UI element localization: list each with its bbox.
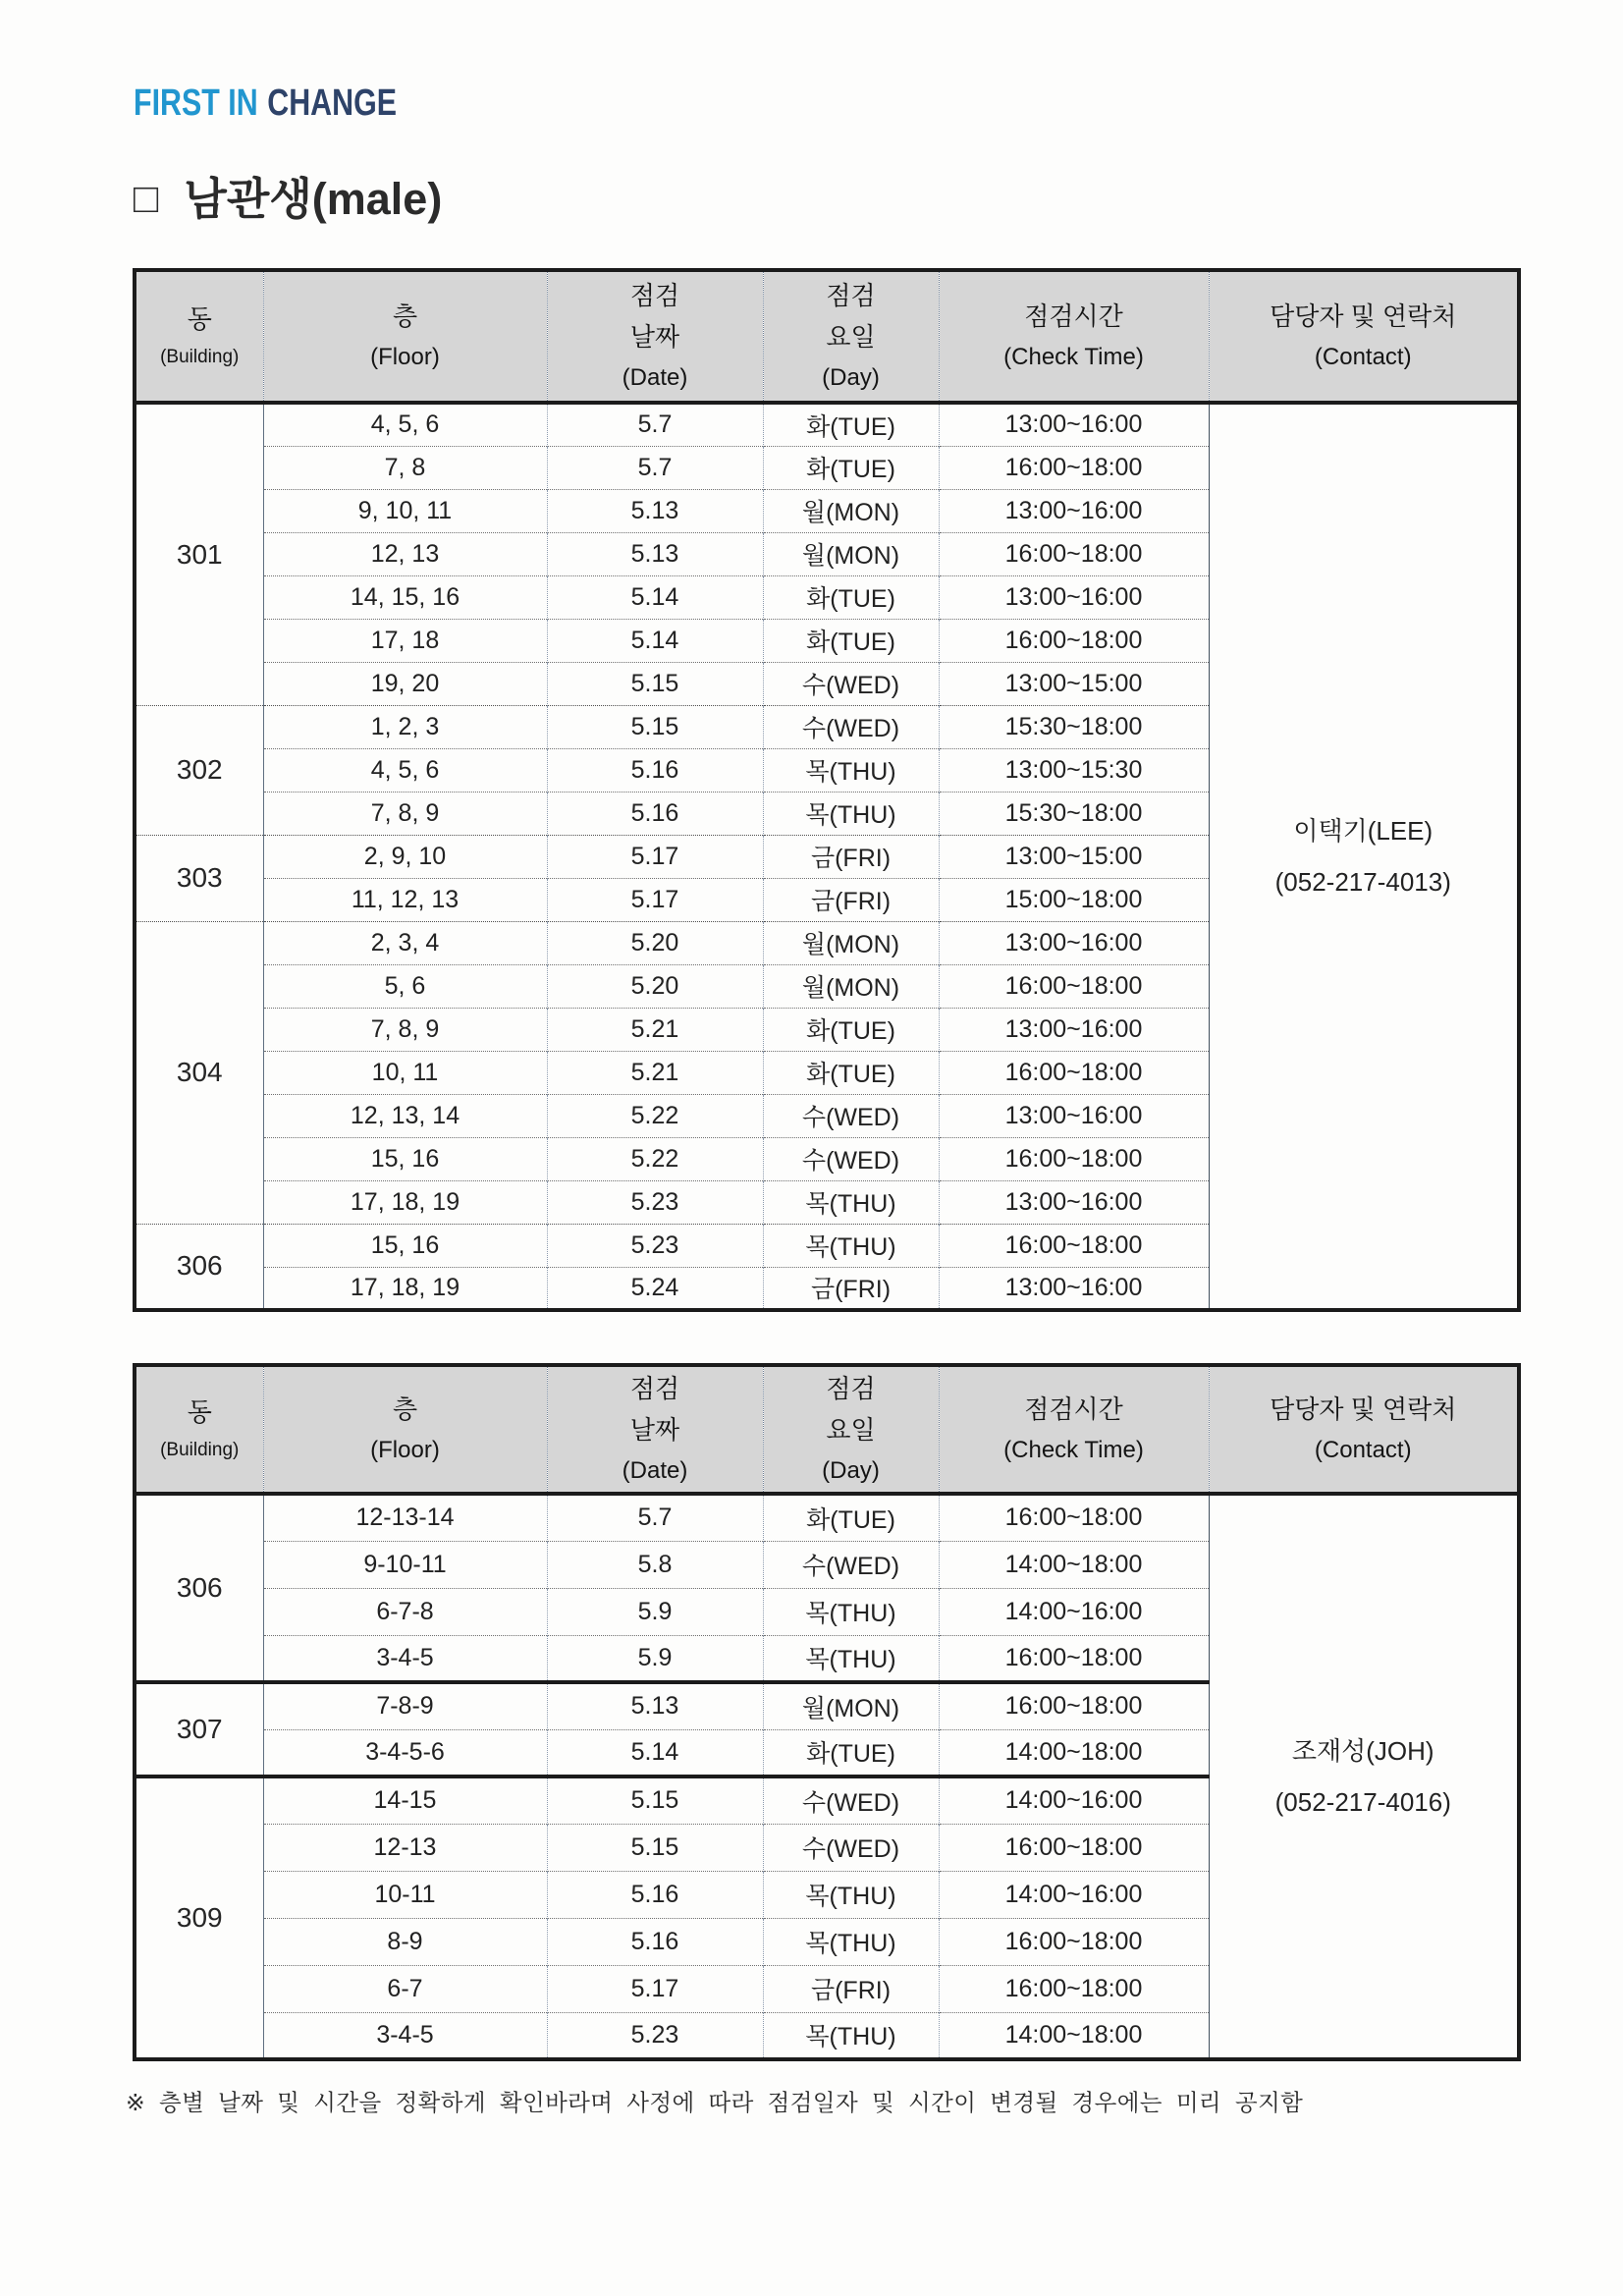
floor-cell: 17, 18, 19 xyxy=(263,1267,547,1310)
time-cell: 15:30~18:00 xyxy=(939,792,1209,835)
date-cell: 5.13 xyxy=(547,532,763,575)
date-cell: 5.23 xyxy=(547,1180,763,1224)
floor-cell: 11, 12, 13 xyxy=(263,878,547,921)
day-cell: 화(TUE) xyxy=(763,1729,939,1777)
header-time-ko: 점검시간 xyxy=(1024,301,1123,331)
date-cell: 5.20 xyxy=(547,921,763,964)
date-cell: 5.14 xyxy=(547,619,763,662)
date-cell: 5.9 xyxy=(547,1635,763,1682)
day-cell: 수(WED) xyxy=(763,1541,939,1588)
time-cell: 16:00~18:00 xyxy=(939,1824,1209,1871)
schedule-table-2-wrapper xyxy=(133,1363,1521,2061)
day-cell: 수(WED) xyxy=(763,1094,939,1137)
header-building-ko: 동 xyxy=(187,1396,212,1427)
building-cell: 307 xyxy=(135,1682,263,1777)
day-cell: 화(TUE) xyxy=(763,1494,939,1541)
building-cell: 303 xyxy=(135,835,263,921)
schedule-table-1-wrapper xyxy=(133,268,1521,1312)
floor-cell: 17, 18, 19 xyxy=(263,1180,547,1224)
date-cell: 5.16 xyxy=(547,792,763,835)
date-cell: 5.23 xyxy=(547,2012,763,2059)
date-cell: 5.13 xyxy=(547,489,763,532)
header-building xyxy=(135,270,263,403)
floor-cell: 4, 5, 6 xyxy=(263,748,547,792)
time-cell: 14:00~16:00 xyxy=(939,1777,1209,1824)
date-cell: 5.22 xyxy=(547,1137,763,1180)
header-floor-ko: 층 xyxy=(392,301,418,331)
date-cell: 5.22 xyxy=(547,1094,763,1137)
header-day-ko1: 점검 xyxy=(826,1373,876,1403)
time-cell: 14:00~18:00 xyxy=(939,1541,1209,1588)
header-building-ko: 동 xyxy=(187,303,212,334)
floor-cell: 15, 16 xyxy=(263,1224,547,1267)
contact-name: 조재성(JOH) xyxy=(1291,1736,1434,1766)
date-cell: 5.7 xyxy=(547,1494,763,1541)
date-cell: 5.20 xyxy=(547,964,763,1008)
header-day-ko2: 요일 xyxy=(826,1414,876,1445)
day-cell: 목(THU) xyxy=(763,1871,939,1918)
header-day-ko1: 점검 xyxy=(826,280,876,310)
day-cell: 목(THU) xyxy=(763,1180,939,1224)
floor-cell: 7, 8 xyxy=(263,446,547,489)
logo-text-first-in: FIRST IN xyxy=(134,82,258,124)
date-cell: 5.15 xyxy=(547,662,763,705)
day-cell: 금(FRI) xyxy=(763,1965,939,2012)
floor-cell: 6-7-8 xyxy=(263,1588,547,1635)
header-building-en: (Building) xyxy=(160,1439,240,1460)
day-cell: 화(TUE) xyxy=(763,446,939,489)
date-cell: 5.17 xyxy=(547,835,763,878)
day-cell: 화(TUE) xyxy=(763,619,939,662)
day-cell: 월(MON) xyxy=(763,1682,939,1729)
time-cell: 13:00~15:00 xyxy=(939,662,1209,705)
time-cell: 14:00~16:00 xyxy=(939,1588,1209,1635)
header-contact-en: (Contact) xyxy=(1314,1436,1412,1463)
date-cell: 5.23 xyxy=(547,1224,763,1267)
header-day xyxy=(763,1365,939,1494)
day-cell: 화(TUE) xyxy=(763,1051,939,1094)
page-title-text: 남관생(male) xyxy=(184,174,443,224)
header-time xyxy=(939,270,1209,403)
building-cell: 306 xyxy=(135,1494,263,1682)
time-cell: 13:00~16:00 xyxy=(939,1008,1209,1051)
header-time-ko: 점검시간 xyxy=(1024,1394,1123,1424)
date-cell: 5.15 xyxy=(547,1824,763,1871)
header-floor-ko: 층 xyxy=(392,1394,418,1424)
time-cell: 16:00~18:00 xyxy=(939,1918,1209,1965)
header-contact xyxy=(1209,1365,1519,1494)
day-cell: 금(FRI) xyxy=(763,835,939,878)
header-day-ko2: 요일 xyxy=(826,321,876,352)
footnote: ※ 층별 날짜 및 시간을 정확하게 확인바라며 사정에 따라 점검일자 및 시간이 변경될 경우에는 미리 공지함 xyxy=(126,2090,1304,2115)
floor-cell: 2, 3, 4 xyxy=(263,921,547,964)
date-cell: 5.7 xyxy=(547,403,763,446)
time-cell: 16:00~18:00 xyxy=(939,1051,1209,1094)
time-cell: 16:00~18:00 xyxy=(939,1137,1209,1180)
date-cell: 5.15 xyxy=(547,1777,763,1824)
date-cell: 5.16 xyxy=(547,1918,763,1965)
header-contact-ko: 담당자 및 연락처 xyxy=(1270,1394,1457,1424)
day-cell: 월(MON) xyxy=(763,921,939,964)
time-cell: 13:00~16:00 xyxy=(939,1267,1209,1310)
time-cell: 13:00~16:00 xyxy=(939,1180,1209,1224)
floor-cell: 14, 15, 16 xyxy=(263,575,547,619)
header-building xyxy=(135,1365,263,1494)
floor-cell: 7, 8, 9 xyxy=(263,1008,547,1051)
day-cell: 수(WED) xyxy=(763,1137,939,1180)
day-cell: 수(WED) xyxy=(763,662,939,705)
schedule-table-2 xyxy=(133,1363,1521,2061)
day-cell: 금(FRI) xyxy=(763,878,939,921)
header-time-en: (Check Time) xyxy=(1003,1436,1144,1463)
date-cell: 5.7 xyxy=(547,446,763,489)
floor-cell: 1, 2, 3 xyxy=(263,705,547,748)
floor-cell: 12-13 xyxy=(263,1824,547,1871)
header-date-en: (Date) xyxy=(622,1456,688,1484)
time-cell: 13:00~15:00 xyxy=(939,835,1209,878)
table-row xyxy=(135,403,1519,446)
header-contact-ko: 담당자 및 연락처 xyxy=(1270,301,1457,331)
date-cell: 5.16 xyxy=(547,1871,763,1918)
floor-cell: 3-4-5 xyxy=(263,2012,547,2059)
date-cell: 5.9 xyxy=(547,1588,763,1635)
date-cell: 5.13 xyxy=(547,1682,763,1729)
floor-cell: 19, 20 xyxy=(263,662,547,705)
floor-cell: 15, 16 xyxy=(263,1137,547,1180)
header-building-en: (Building) xyxy=(160,346,240,367)
floor-cell: 7, 8, 9 xyxy=(263,792,547,835)
date-cell: 5.14 xyxy=(547,1729,763,1777)
day-cell: 수(WED) xyxy=(763,705,939,748)
floor-cell: 7-8-9 xyxy=(263,1682,547,1729)
header-date xyxy=(547,270,763,403)
time-cell: 13:00~16:00 xyxy=(939,403,1209,446)
header-date-en: (Date) xyxy=(622,363,688,391)
contact-phone: (052-217-4016) xyxy=(1274,1787,1451,1817)
time-cell: 16:00~18:00 xyxy=(939,1682,1209,1729)
header-date-ko1: 점검 xyxy=(629,1373,680,1403)
time-cell: 13:00~16:00 xyxy=(939,489,1209,532)
square-bullet-icon: □ xyxy=(134,175,159,221)
header-floor xyxy=(263,1365,547,1494)
time-cell: 16:00~18:00 xyxy=(939,1635,1209,1682)
date-cell: 5.24 xyxy=(547,1267,763,1310)
day-cell: 금(FRI) xyxy=(763,1267,939,1310)
schedule-table-1 xyxy=(133,268,1521,1312)
time-cell: 13:00~16:00 xyxy=(939,921,1209,964)
time-cell: 13:00~16:00 xyxy=(939,575,1209,619)
time-cell: 14:00~18:00 xyxy=(939,1729,1209,1777)
time-cell: 16:00~18:00 xyxy=(939,446,1209,489)
header-date-ko1: 점검 xyxy=(629,280,680,310)
header-time xyxy=(939,1365,1209,1494)
time-cell: 15:00~18:00 xyxy=(939,878,1209,921)
time-cell: 16:00~18:00 xyxy=(939,964,1209,1008)
header-time-en: (Check Time) xyxy=(1003,343,1144,370)
header-floor xyxy=(263,270,547,403)
day-cell: 수(WED) xyxy=(763,1777,939,1824)
day-cell: 월(MON) xyxy=(763,532,939,575)
building-cell: 306 xyxy=(135,1224,263,1310)
header-contact xyxy=(1209,270,1519,403)
floor-cell: 6-7 xyxy=(263,1965,547,2012)
time-cell: 16:00~18:00 xyxy=(939,1224,1209,1267)
time-cell: 16:00~18:00 xyxy=(939,532,1209,575)
header-day-en: (Day) xyxy=(822,363,880,391)
floor-cell: 9, 10, 11 xyxy=(263,489,547,532)
time-cell: 13:00~16:00 xyxy=(939,1094,1209,1137)
header-contact-en: (Contact) xyxy=(1314,343,1412,370)
floor-cell: 12-13-14 xyxy=(263,1494,547,1541)
day-cell: 목(THU) xyxy=(763,748,939,792)
logo-text-change: CHANGE xyxy=(267,82,398,124)
building-cell: 302 xyxy=(135,705,263,835)
logo xyxy=(134,82,397,125)
floor-cell: 10, 11 xyxy=(263,1051,547,1094)
day-cell: 목(THU) xyxy=(763,1588,939,1635)
day-cell: 목(THU) xyxy=(763,1224,939,1267)
date-cell: 5.17 xyxy=(547,878,763,921)
floor-cell: 17, 18 xyxy=(263,619,547,662)
date-cell: 5.16 xyxy=(547,748,763,792)
time-cell: 14:00~18:00 xyxy=(939,2012,1209,2059)
floor-cell: 12, 13, 14 xyxy=(263,1094,547,1137)
time-cell: 16:00~18:00 xyxy=(939,1965,1209,2012)
page-title xyxy=(134,163,442,227)
date-cell: 5.21 xyxy=(547,1008,763,1051)
day-cell: 월(MON) xyxy=(763,964,939,1008)
contact-cell xyxy=(1209,1494,1519,2059)
day-cell: 목(THU) xyxy=(763,1918,939,1965)
floor-cell: 12, 13 xyxy=(263,532,547,575)
floor-cell: 10-11 xyxy=(263,1871,547,1918)
date-cell: 5.8 xyxy=(547,1541,763,1588)
day-cell: 월(MON) xyxy=(763,489,939,532)
header-day-en: (Day) xyxy=(822,1456,880,1484)
floor-cell: 4, 5, 6 xyxy=(263,403,547,446)
date-cell: 5.21 xyxy=(547,1051,763,1094)
day-cell: 수(WED) xyxy=(763,1824,939,1871)
header-date-ko2: 날짜 xyxy=(629,321,680,352)
header-day xyxy=(763,270,939,403)
header-floor-en: (Floor) xyxy=(370,1436,440,1463)
date-cell: 5.15 xyxy=(547,705,763,748)
day-cell: 목(THU) xyxy=(763,2012,939,2059)
floor-cell: 2, 9, 10 xyxy=(263,835,547,878)
header-floor-en: (Floor) xyxy=(370,343,440,370)
header-date xyxy=(547,1365,763,1494)
time-cell: 13:00~15:30 xyxy=(939,748,1209,792)
building-cell: 304 xyxy=(135,921,263,1224)
floor-cell: 3-4-5 xyxy=(263,1635,547,1682)
floor-cell: 8-9 xyxy=(263,1918,547,1965)
floor-cell: 5, 6 xyxy=(263,964,547,1008)
time-cell: 14:00~16:00 xyxy=(939,1871,1209,1918)
day-cell: 화(TUE) xyxy=(763,1008,939,1051)
floor-cell: 3-4-5-6 xyxy=(263,1729,547,1777)
day-cell: 화(TUE) xyxy=(763,403,939,446)
header-row xyxy=(135,1365,1519,1494)
table-row xyxy=(135,1494,1519,1541)
floor-cell: 9-10-11 xyxy=(263,1541,547,1588)
time-cell: 16:00~18:00 xyxy=(939,1494,1209,1541)
contact-cell xyxy=(1209,403,1519,1310)
date-cell: 5.17 xyxy=(547,1965,763,2012)
day-cell: 화(TUE) xyxy=(763,575,939,619)
contact-phone: (052-217-4013) xyxy=(1274,867,1451,897)
day-cell: 목(THU) xyxy=(763,792,939,835)
day-cell: 목(THU) xyxy=(763,1635,939,1682)
time-cell: 16:00~18:00 xyxy=(939,619,1209,662)
time-cell: 15:30~18:00 xyxy=(939,705,1209,748)
building-cell: 309 xyxy=(135,1777,263,2059)
floor-cell: 14-15 xyxy=(263,1777,547,1824)
header-date-ko2: 날짜 xyxy=(629,1414,680,1445)
contact-name: 이택기(LEE) xyxy=(1293,816,1434,846)
header-row xyxy=(135,270,1519,403)
building-cell: 301 xyxy=(135,403,263,705)
date-cell: 5.14 xyxy=(547,575,763,619)
